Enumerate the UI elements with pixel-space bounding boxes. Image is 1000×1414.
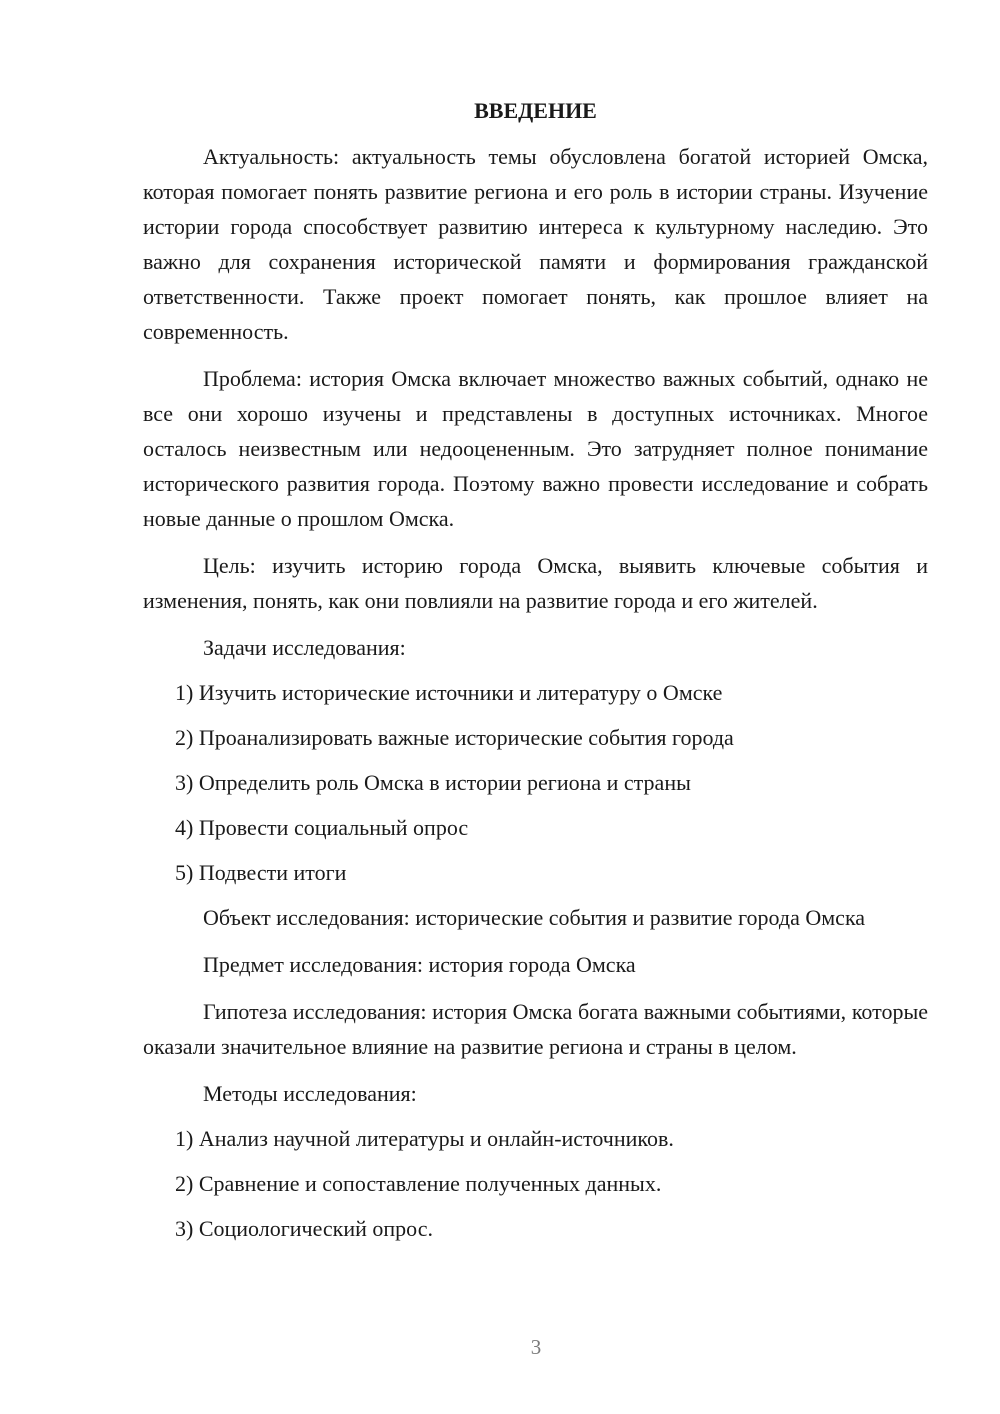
- list-item: 2) Сравнение и сопоставление полученных данных.: [175, 1171, 662, 1196]
- methods-list: [143, 1121, 928, 1246]
- list-item: 4) Провести социальный опрос: [175, 815, 469, 840]
- goal-paragraph: Цель: изучить историю города Омска, выявить ключевые события и изменения, понять, как они повлияли на развитие города и его жителей.: [143, 553, 928, 613]
- list-item: 1) Изучить исторические источники и литературу о Омске: [175, 680, 723, 705]
- list-item: 5) Подвести итоги: [175, 860, 347, 885]
- page-content: [143, 96, 928, 1256]
- list-item: 1) Анализ научной литературы и онлайн-источников.: [175, 1126, 674, 1151]
- tasks-list: [143, 675, 928, 890]
- page-number: 3: [530, 1335, 542, 1359]
- relevance-paragraph: Актуальность: актуальность темы обусловлена богатой историей Омска, которая помогает понять развитие региона и его роль в истории страны. Изучение истории города способствует развитию интереса к культурному наследию. Это важно для сохранения исторической памяти и формирования гражданской ответственности. Также проект помогает понять, как прошлое влияет на современность.: [143, 144, 928, 344]
- subject-paragraph: Предмет исследования: история города Омска: [203, 952, 636, 977]
- hypothesis-paragraph: Гипотеза исследования: история Омска богата важными событиями, которые оказали значительное влияние на развитие региона и страны в целом.: [143, 999, 928, 1059]
- problem-paragraph: Проблема: история Омска включает множество важных событий, однако не все они хорошо изучены и представлены в доступных источниках. Многое осталось неизвестным или недооцененным. Это затрудняет полное понимание исторического развития города. Поэтому важно провести исследование и собрать новые данные о прошлом Омска.: [143, 366, 928, 531]
- methods-label: Методы исследования:: [203, 1081, 417, 1106]
- list-item: 3) Определить роль Омска в истории региона и страны: [175, 770, 691, 795]
- tasks-label: Задачи исследования:: [203, 635, 406, 660]
- list-item: 2) Проанализировать важные исторические события города: [175, 725, 734, 750]
- section-heading: ВВЕДЕНИЕ: [474, 98, 597, 123]
- object-paragraph: Объект исследования: исторические события и развитие города Омска: [203, 905, 866, 930]
- list-item: 3) Социологический опрос.: [175, 1216, 433, 1241]
